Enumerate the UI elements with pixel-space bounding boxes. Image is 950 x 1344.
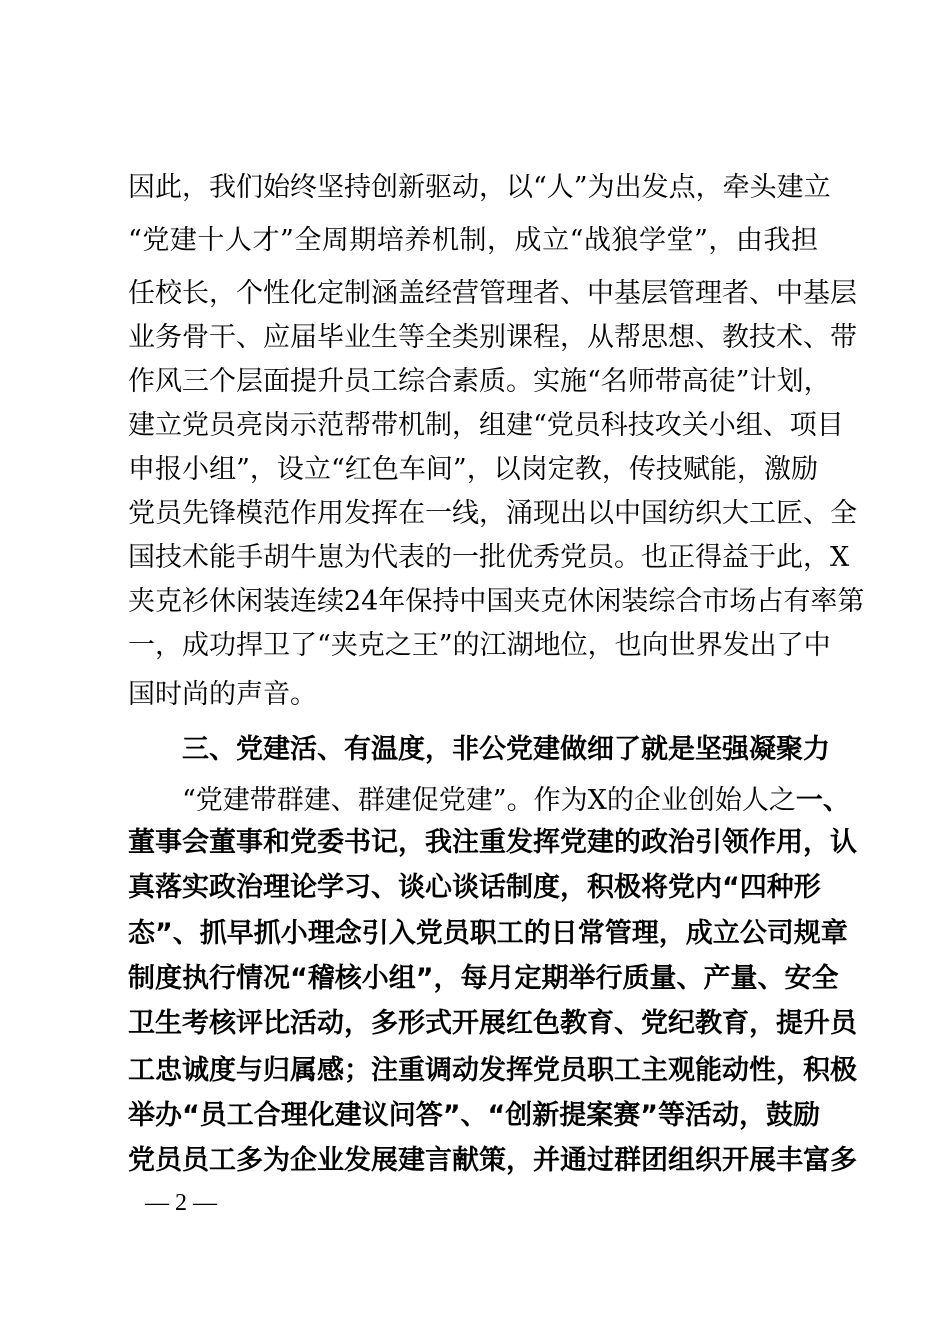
text-segment: “党建带群建、群建促党建”。作为X的企业创始人之 bbox=[182, 785, 796, 816]
text-line: 申报小组”，设立“红色车间”，以岗定教，传技赋能，激励 bbox=[128, 454, 818, 485]
text-line: 态”、抓早抓小理念引入党员职工的日常管理，成立公司规章 bbox=[128, 918, 848, 949]
text-line: 业务骨干、应届毕业生等全类别课程，从帮思想、教技术、带 bbox=[128, 322, 857, 353]
text-line-first bbox=[182, 782, 850, 819]
text-line: 制度执行情况“稽核小组”，每月定期举行质量、产量、安全 bbox=[128, 963, 839, 994]
text-line: 董事会董事和党委书记，我注重发挥党建的政治引领作用，认 bbox=[128, 827, 857, 858]
text-line: 一，成功捍卫了“夹克之王”的江湖地位，也向世界发出了中 bbox=[128, 630, 831, 661]
text-line: 作风三个层面提升员工综合素质。实施“名师带高徒”计划， bbox=[128, 366, 831, 397]
page-number: — 2 — bbox=[145, 1190, 217, 1216]
text-line: “党建十人才”全周期培养机制，成立“战狼学堂”，由我担 bbox=[128, 225, 818, 256]
text-line: 任校长，个性化定制涵盖经营管理者、中基层管理者、中基层 bbox=[128, 278, 857, 309]
text-line: 党员员工多为企业发展建言献策，并通过群团组织开展丰富多 bbox=[128, 1145, 857, 1176]
text-line: 国技术能手胡牛崽为代表的一批优秀党员。也正得益于此，X bbox=[128, 542, 850, 573]
text-line: 工忠诚度与归属感；注重调动发挥党员职工主观能动性，积极 bbox=[128, 1055, 857, 1086]
text-line: 党员先锋模范作用发挥在一线，涌现出以中国纺织大工匠、全 bbox=[128, 498, 857, 529]
text-line: 举办“员工合理化建议问答”、“创新提案赛”等活动，鼓励 bbox=[128, 1100, 820, 1131]
text-line: 因此，我们始终坚持创新驱动，以“人”为出发点，牵头建立 bbox=[128, 172, 831, 203]
section-heading: 三、党建活、有温度，非公党建做细了就是坚强凝聚力 bbox=[182, 734, 830, 765]
text-line: 国时尚的声音。 bbox=[128, 679, 317, 710]
text-line: 夹克衫休闲装连续24年保持中国夹克休闲装综合市场占有率第 bbox=[128, 586, 865, 617]
text-line: 建立党员亮岗示范帮带机制，组建“党员科技攻关小组、项目 bbox=[128, 410, 844, 441]
text-line: 真落实政治理论学习、谈心谈话制度，积极将党内“四种形 bbox=[128, 872, 821, 903]
text-segment: 一、 bbox=[795, 785, 850, 816]
text-line: 卫生考核评比活动，多形式开展红色教育、党纪教育，提升员 bbox=[128, 1008, 857, 1039]
